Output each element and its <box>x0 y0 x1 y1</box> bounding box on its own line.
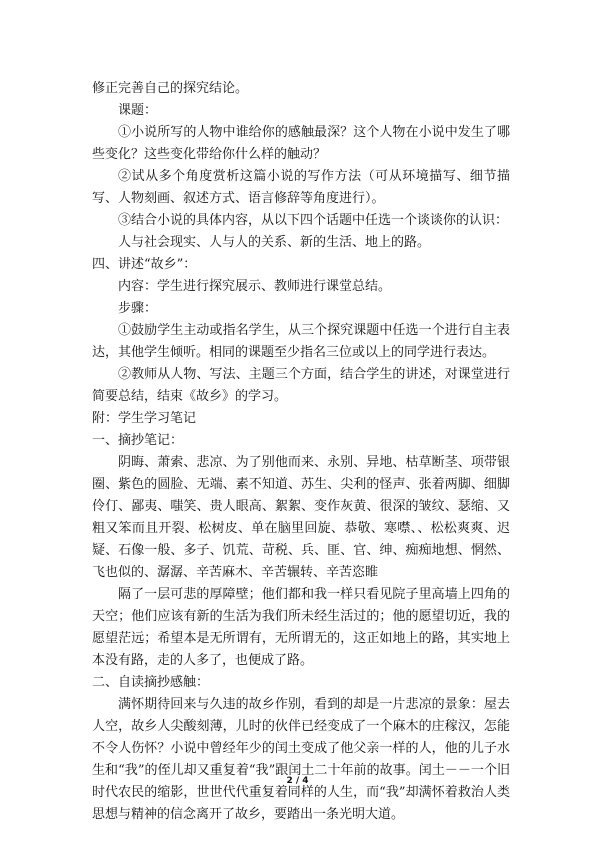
topic-3-options: 人与社会现实、人与人的关系、新的生活、地上的路。 <box>118 235 431 250</box>
quoted-sentences: 隔了一层可悲的厚障壁；他们都和我一样只看见院子里高墙上四角的天空；他们应该有新的生活为我们所未经生活过的；他的愿望切近，我的愿望茫远；希望本是无所谓有，无所谓无的，这正如地上的路，其实地上本没有路，走的人多了，也便成了路。 <box>92 587 510 668</box>
section-4-heading: 四、讲述“故乡”： <box>92 257 197 272</box>
document-body <box>92 78 510 826</box>
section-4-content: 内容：学生进行探究展示、教师进行课堂总结。 <box>118 279 392 294</box>
step-2: ②教师从人物、写法、主题三个方面，结合学生的讲述，对课堂进行简要总结，结束《故乡》的学习。 <box>92 367 510 404</box>
vocabulary-list: 阴晦、萧索、悲凉、为了别他而来、永别、异地、枯草断茎、项带银圈、紫色的圆脸、无端、素不知道、苏生、尖利的怪声、张着两脚、细脚伶仃、鄙夷、嗤笑、贵人眼高、絮絮、变作灰黄、很深的皱纹、瑟缩、又粗又笨而且开裂、松树皮、单在脑里回旋、恭敬、寒噤、、松松爽爽、迟疑、石像一般、多子、饥荒、苛税、兵、匪、官、绅、痴痴地想、惘然、飞也似的、潺潺、辛苦麻木、辛苦辗转、辛苦恣睢 <box>92 455 510 580</box>
paragraph-conclusion: 修正完善自己的探究结论。 <box>92 81 249 96</box>
topic-1: ①小说所写的人物中谁给你的感触最深？这个人物在小说中发生了哪些变化？这些变化带给你什么样的触动？ <box>92 125 510 162</box>
topic-2: ②试从多个角度赏析这篇小说的写作方法（可从环境描写、细节描写、人物刻画、叙述方式、语言修辞等角度进行）。 <box>92 169 510 206</box>
page-number: 2 / 4 <box>286 776 309 786</box>
label-steps: 步骤： <box>118 301 158 316</box>
step-1: ①鼓励学生主动或指名学生，从三个探究课题中任选一个进行自主表达，其他学生倾听。相同的课题至少指名三位或以上的同学进行表达。 <box>92 323 510 360</box>
appendix-heading: 附：学生学习笔记 <box>92 411 197 426</box>
reading-reflection: 满怀期待回来与久违的故乡作别，看到的却是一片悲凉的景象：屋去人空，故乡人尖酸刻薄，儿时的伙伴已经变成了一个麻木的庄稼汉，怎能不令人伤怀？小说中曾经年少的闰土变成了他父亲一样的人，他的儿子水生和“我”的侄儿却又重复着“我”跟闰土二十年前的故事。闰土－－一个旧时代农民的缩影，世世代代重复着同样的人生，而“我”却满怀着救治人类思想与精神的信念离开了故乡，要踏出一条光明大道。 <box>92 697 510 822</box>
reading-reflection-heading: 二、自读摘抄感触： <box>92 675 210 690</box>
topic-3: ③结合小说的具体内容，从以下四个话题中任选一个谈谈你的认识： <box>118 213 509 228</box>
label-topics: 课题： <box>118 103 158 118</box>
notes-heading: 一、摘抄笔记： <box>92 433 184 448</box>
